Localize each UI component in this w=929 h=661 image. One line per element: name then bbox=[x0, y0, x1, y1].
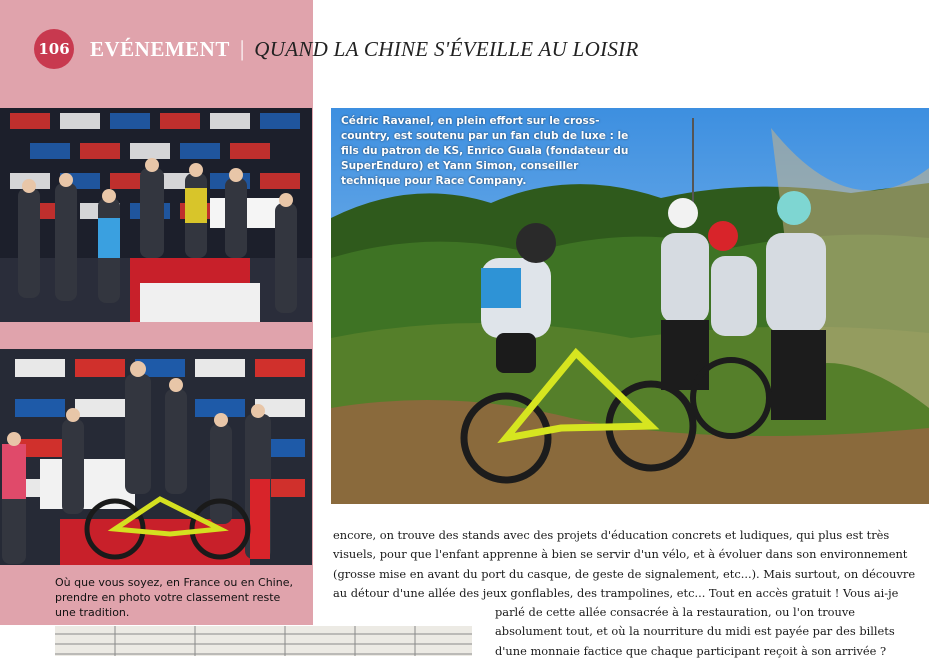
article-body-narrow bbox=[495, 603, 929, 661]
body-line: encore, on trouve des stands avec des projets d'éducation concrets et ludiques, qui plus est très bbox=[333, 528, 890, 542]
page-number: 106 bbox=[38, 40, 70, 58]
article-body-wide bbox=[333, 526, 929, 603]
page-number-badge bbox=[34, 29, 74, 69]
body-line: au détour d'une allée des jeux gonflables, des trampolines, etc... Tout en accès gratuit ! Vous ai-je bbox=[333, 585, 899, 600]
podium-photo-caption: Où que vous soyez, en France ou en Chine, prendre en photo votre classement reste une tradition. bbox=[55, 576, 293, 619]
podium-photo-bottom bbox=[0, 349, 312, 565]
podium-photo-top bbox=[0, 108, 312, 322]
body-line: parlé de cette allée consacrée à la restauration, ou l'on trouve bbox=[495, 605, 856, 619]
results-sheet-photo bbox=[55, 626, 472, 656]
results-sheet-image bbox=[55, 626, 472, 656]
body-line: (grosse mise en avant du port du casque, de geste de signalement, etc...). Mais surtout, on découvre bbox=[333, 566, 916, 581]
race-photo-caption: Cédric Ravanel, en plein effort sur le cross-country, est soutenu par un fan club de luxe : le fils du patron de KS, Enrico Guala (fondateur du SuperEnduro) et Yann Simon, conseiller technique pour Race Company. bbox=[341, 115, 629, 187]
body-line: visuels, pour que l'enfant apprenne à bien se servir d'un vélo, et à évoluer dans son environnement bbox=[333, 547, 908, 562]
header-separator: | bbox=[239, 36, 245, 61]
section-label: EVÉNEMENT bbox=[90, 36, 230, 61]
podium-photo-bottom-image bbox=[0, 349, 312, 565]
page-header bbox=[90, 34, 639, 64]
podium-photo-top-image bbox=[0, 108, 312, 322]
body-line: absolument tout, et où la nourriture du midi est payée par des billets bbox=[495, 624, 895, 639]
article-title: QUAND LA CHINE S'ÉVEILLE AU LOISIR bbox=[254, 36, 639, 61]
body-line: d'une monnaie factice que chaque participant reçoit à son arrivée ? bbox=[495, 643, 887, 658]
